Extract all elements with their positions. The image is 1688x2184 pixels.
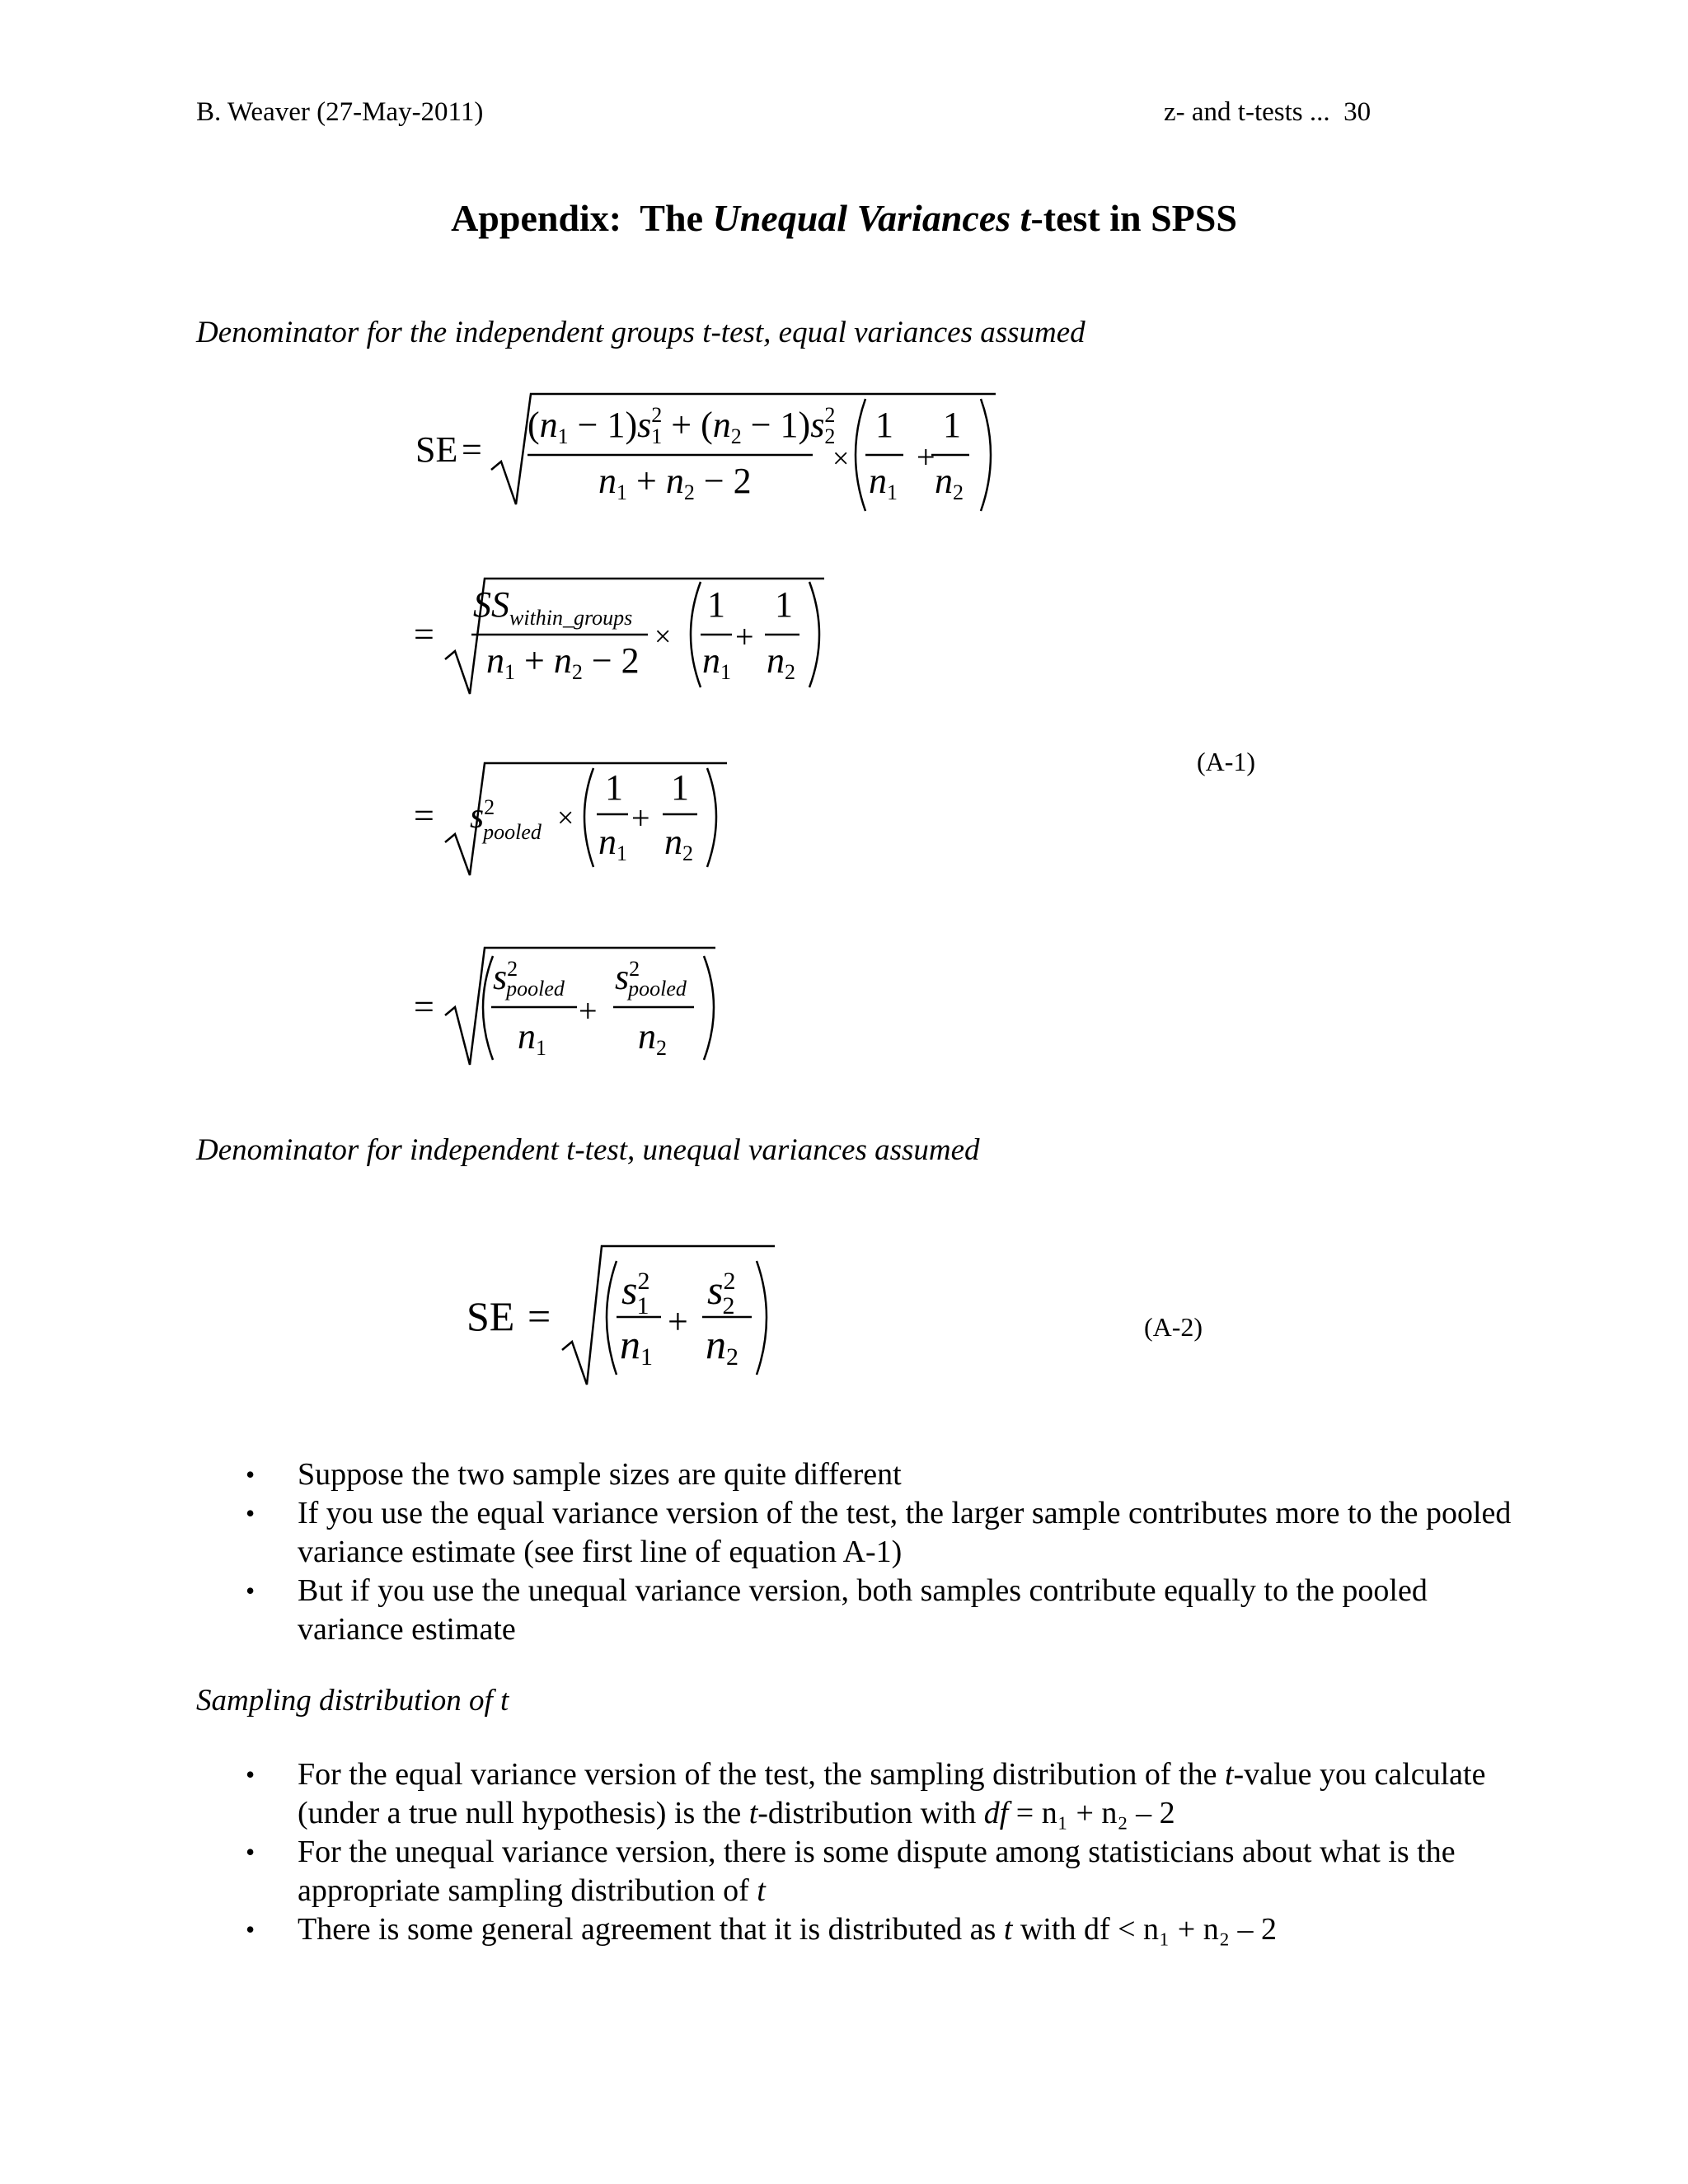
equals-eq4: = bbox=[414, 987, 434, 1027]
running-title: z- and t-tests ... bbox=[1164, 97, 1330, 127]
text-run: with df < n₁ + n₂ – 2 bbox=[1012, 1912, 1277, 1947]
bullet-icon: • bbox=[246, 1760, 256, 1789]
s1-squared-eq5: $s^2$ 1 bbox=[621, 1267, 650, 1319]
n2-eq3: n2 bbox=[664, 822, 693, 865]
n1-eq1-inv: n1 bbox=[869, 461, 898, 504]
one-eq3-b: 1 bbox=[671, 767, 689, 808]
times-eq2: × bbox=[654, 620, 672, 653]
plus-eq3: + bbox=[631, 799, 650, 837]
list-item bbox=[196, 1755, 1515, 1833]
bullet-icon: • bbox=[246, 1915, 256, 1944]
bullet-icon: • bbox=[246, 1576, 256, 1605]
paren-right-eq5 bbox=[757, 1261, 767, 1375]
equals-eq3: = bbox=[414, 795, 434, 836]
plus-eq2: + bbox=[735, 618, 754, 655]
text-run: For the unequal variance version, there is some dispute among statisticians about what is the appropriate sampling distribution of bbox=[298, 1835, 1456, 1908]
n1-eq4: n1 bbox=[518, 1016, 546, 1060]
paren-left-eq2 bbox=[691, 582, 701, 687]
n2-eq5: n2 bbox=[706, 1321, 738, 1371]
n2-eq2-inv: n2 bbox=[767, 640, 795, 684]
n1-eq3: n1 bbox=[598, 822, 627, 865]
text-run: For the equal variance version of the test, the sampling distribution of the bbox=[298, 1757, 1225, 1792]
header-author-date: B. Weaver (27-May-2011) bbox=[196, 97, 484, 127]
n1-eq2-inv: n1 bbox=[702, 640, 731, 684]
list-item bbox=[196, 1494, 1515, 1572]
n1-eq5: n1 bbox=[620, 1321, 653, 1371]
n2-eq4: n2 bbox=[638, 1016, 667, 1060]
section-heading-unequal-variances: Denominator for independent t-test, unequal variances assumed bbox=[196, 1133, 980, 1167]
bullet-icon: • bbox=[246, 1837, 256, 1867]
list-item-text: But if you use the unequal variance version, both samples contribute equally to the pooled variance estimate bbox=[298, 1573, 1428, 1647]
paren-left-eq1 bbox=[856, 399, 865, 511]
equation-label-a2: (A-2) bbox=[1144, 1312, 1203, 1342]
section-heading-sampling-distribution: Sampling distribution of t bbox=[196, 1684, 509, 1718]
plus-eq4: + bbox=[579, 992, 598, 1029]
bullet-icon: • bbox=[246, 1460, 256, 1489]
list-item bbox=[196, 1572, 1515, 1649]
paren-right-eq2 bbox=[809, 582, 819, 687]
paren-left-eq3 bbox=[584, 768, 593, 867]
s2-squared-eq5: $s^2$ 2 bbox=[707, 1267, 736, 1319]
one-eq3-a: 1 bbox=[605, 767, 623, 808]
italic-t: t bbox=[748, 1796, 758, 1830]
equals-eq2: = bbox=[414, 614, 434, 654]
title-italic-t: t bbox=[1020, 197, 1031, 239]
eq1-numerator bbox=[528, 403, 835, 448]
se-label-eq1: SE bbox=[415, 429, 458, 470]
ss-within-groups: $SS_{within\_groups}$ bbox=[473, 584, 633, 630]
equation-label-a1: (A-1) bbox=[1197, 747, 1256, 776]
section-heading-equal-variances: Denominator for the independent groups t-test, equal variances assumed bbox=[196, 316, 1085, 349]
list-item-text: If you use the equal variance version of the test, the larger sample contributes more to the pooled variance estimate (see first line of equation A-1) bbox=[298, 1496, 1512, 1569]
s-pooled-squared-eq3: $s^2$ pooled bbox=[470, 795, 542, 844]
eq2-denominator: n1 + n2 − 2 bbox=[486, 640, 640, 684]
eq1-denominator bbox=[598, 461, 752, 504]
title-prefix: Appendix: The bbox=[451, 197, 713, 239]
one-eq2-a: 1 bbox=[707, 584, 725, 625]
list-item bbox=[196, 1455, 1515, 1494]
list-item bbox=[196, 1833, 1515, 1910]
n2-eq1-inv: n2 bbox=[935, 461, 964, 504]
italic-df: df bbox=[983, 1796, 1009, 1830]
text-run: There is some general agreement that it is distributed as bbox=[298, 1912, 1004, 1947]
italic-t: t bbox=[1003, 1912, 1013, 1947]
se-label-eq5: SE bbox=[467, 1293, 515, 1339]
page-number: 30 bbox=[1343, 97, 1372, 127]
paren-left-eq5 bbox=[607, 1261, 617, 1375]
one-eq2-b: 1 bbox=[775, 584, 793, 625]
italic-t: t bbox=[757, 1873, 766, 1908]
bullet-list-sampling bbox=[196, 1755, 1515, 1949]
equals-eq1: = bbox=[462, 429, 482, 470]
title-italic-1: Unequal Variances bbox=[712, 197, 1011, 239]
svg-text:(n1 − 1)s12 + (n2 − 1)s22: (n1 − 1)s12 + (n2 − 1)s22 bbox=[528, 403, 836, 448]
times-eq3: × bbox=[557, 801, 574, 834]
text-run: -value you calculate (under a true null hypothesis) is the bbox=[298, 1757, 1486, 1830]
svg-text:n1 + n2 − 2: n1 + n2 − 2 bbox=[598, 461, 752, 504]
equals-eq5: = bbox=[528, 1293, 551, 1339]
paren-right-eq1 bbox=[981, 399, 991, 511]
plus-eq5: + bbox=[668, 1301, 688, 1342]
title-suffix: -test in SPSS bbox=[1030, 197, 1237, 239]
s-pooled-squared-eq4-b: $s^2$ pooled bbox=[615, 957, 687, 1001]
paren-right-eq4 bbox=[704, 956, 714, 1060]
plus-eq1: + bbox=[917, 438, 935, 476]
italic-t: t bbox=[1224, 1757, 1234, 1792]
bullet-list-sample-sizes bbox=[196, 1455, 1515, 1649]
text-run: -distribution with bbox=[757, 1796, 984, 1830]
times-eq1: × bbox=[832, 442, 850, 475]
s-pooled-squared-eq4-a: $s^2$ pooled bbox=[493, 957, 565, 1001]
list-item bbox=[196, 1910, 1515, 1949]
bullet-icon: • bbox=[246, 1498, 256, 1528]
text-run: = n₁ + n₂ – 2 bbox=[1008, 1796, 1175, 1830]
one-eq1-a: 1 bbox=[875, 405, 893, 445]
paren-right-eq3 bbox=[707, 768, 716, 867]
one-eq1-b: 1 bbox=[943, 405, 961, 445]
list-item-text: Suppose the two sample sizes are quite different bbox=[298, 1457, 902, 1492]
